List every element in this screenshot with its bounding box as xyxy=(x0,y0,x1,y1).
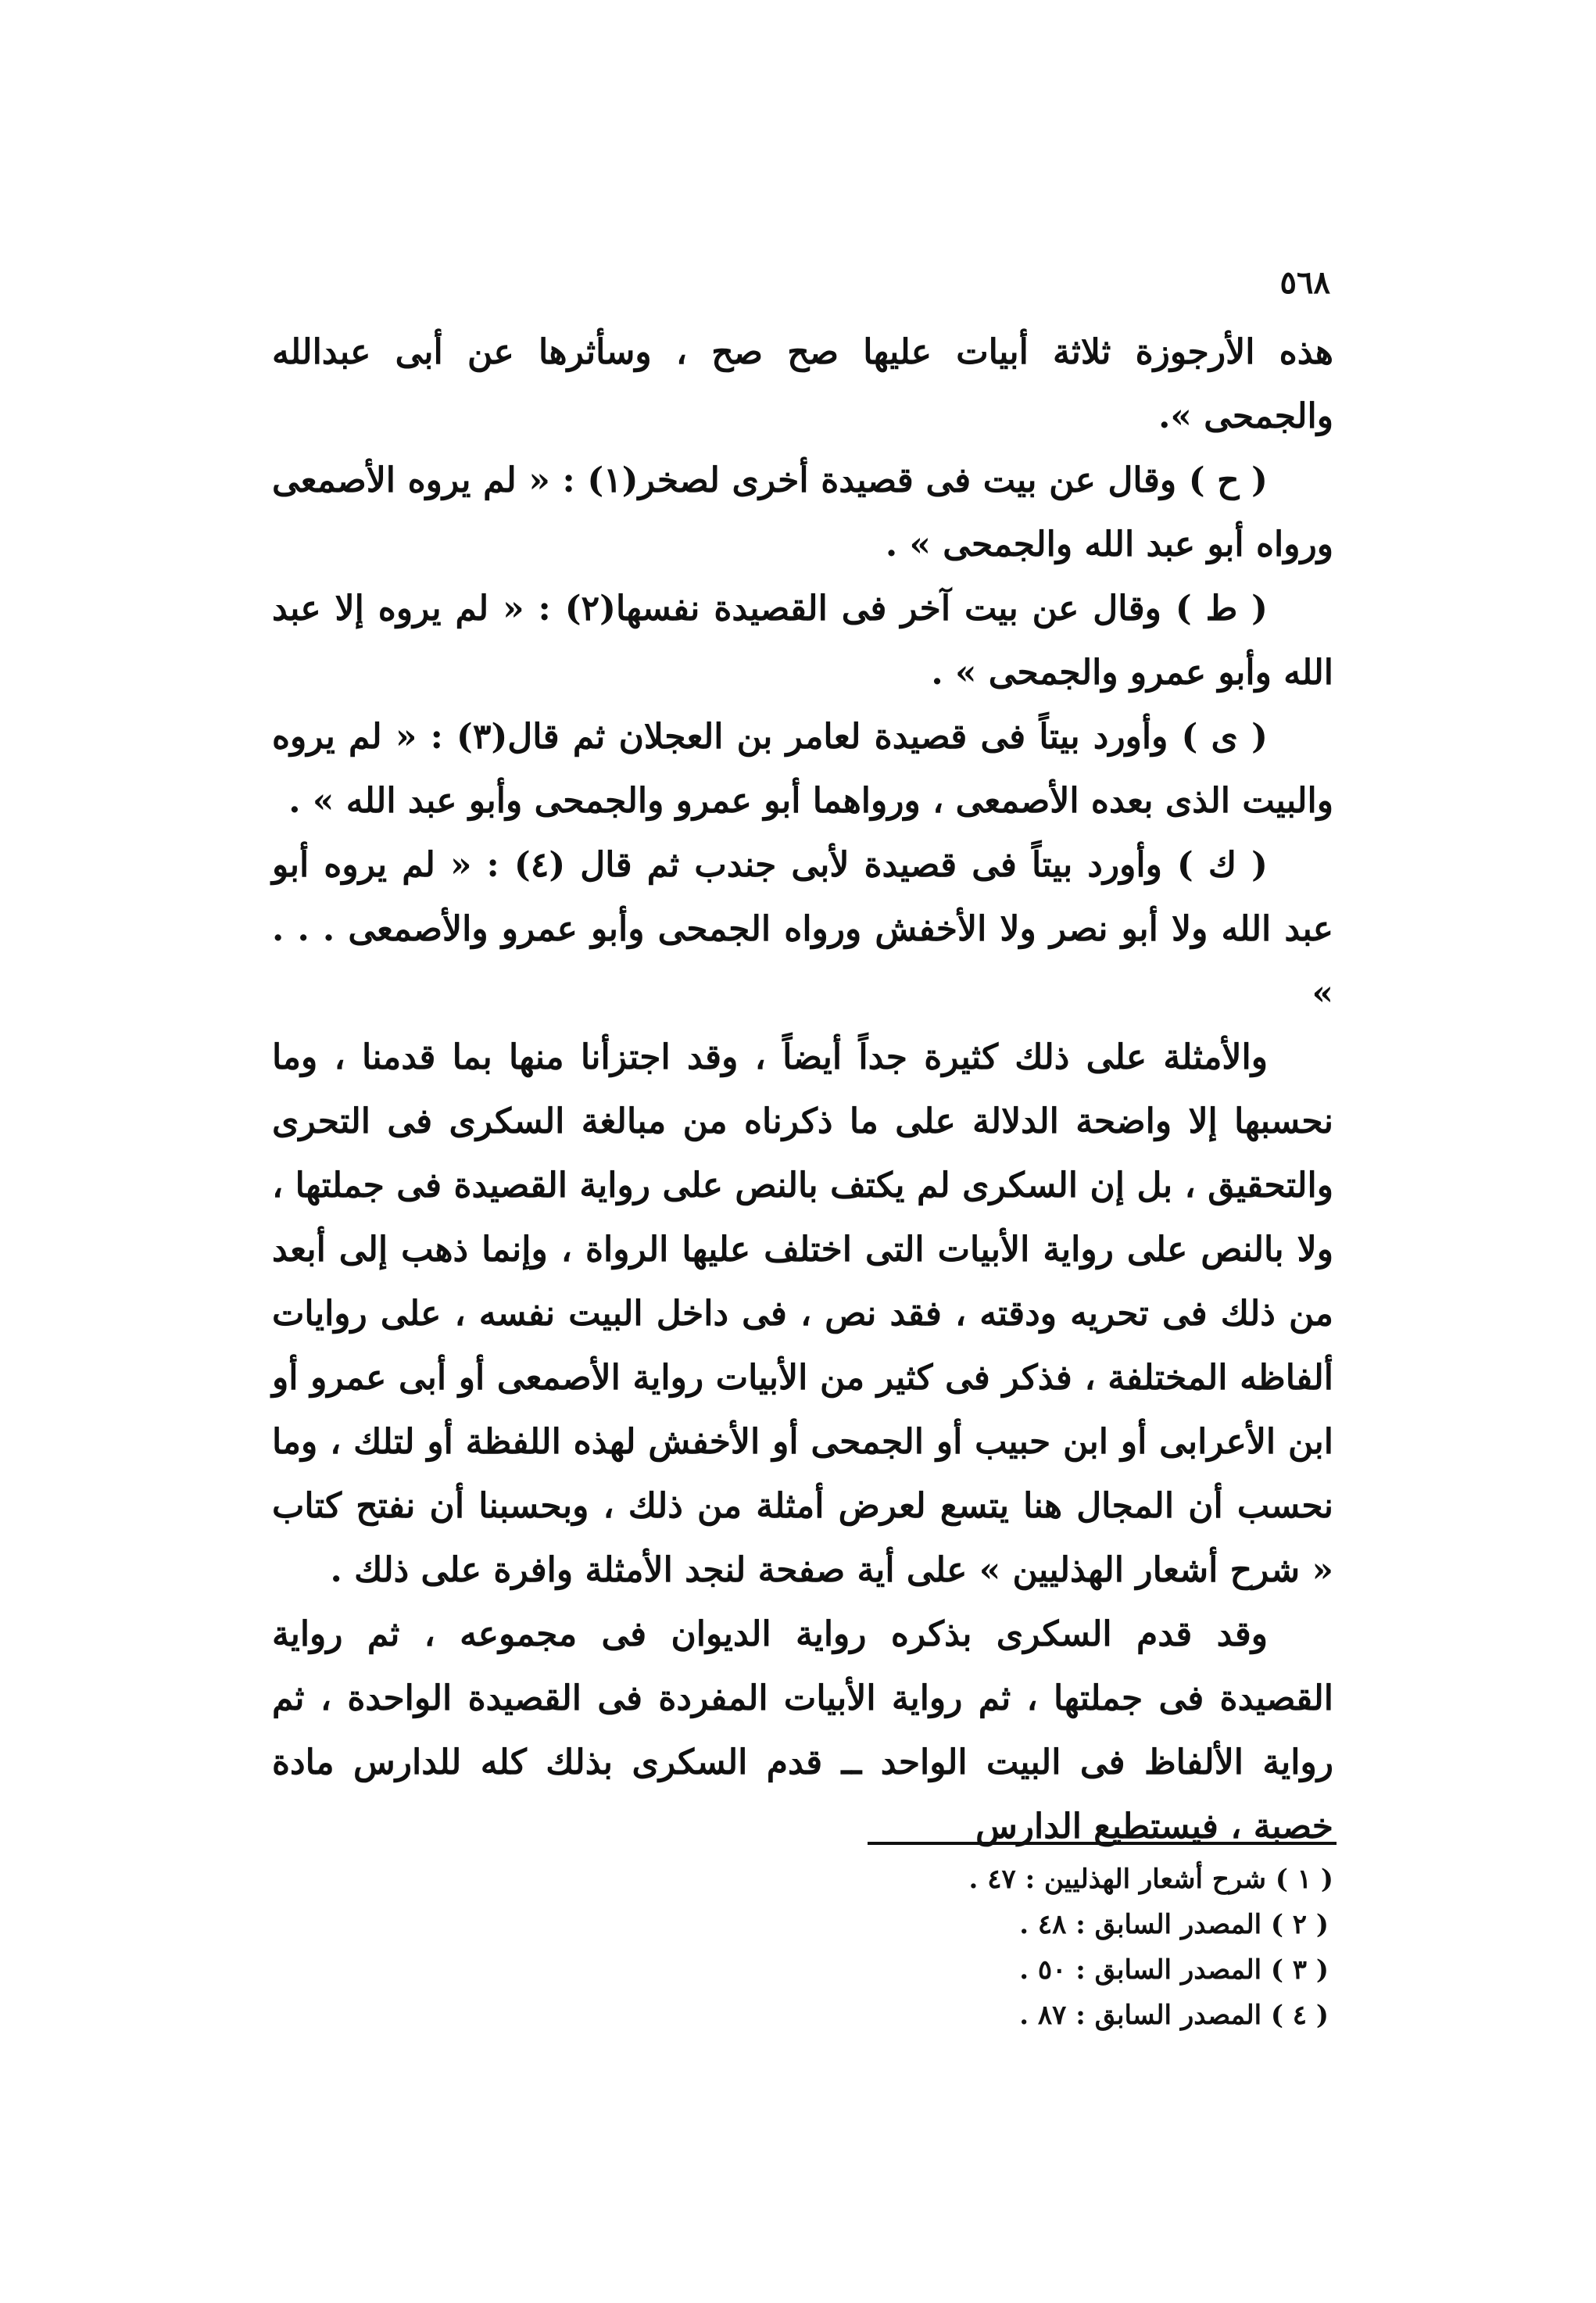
paragraph-conclusion: وقد قدم السكرى بذكره رواية الديوان فى مجموعه ، ثم رواية القصيدة فى جملتها ، ثم رواية الأبيات المفردة فى القصيدة الواحدة ، ثم رواية الألفاظ فى البيت الواحد ــ قدم السكرى بذلك كله للدارس مادة خصبة ، فيستطيع الدارس xyxy=(272,1614,1333,1846)
paragraph-item-ha: ( ح ) وقال عن بيت فى قصيدة أخرى لصخر(١) : « لم يروه الأصمعى ورواه أبو عبد الله والجمحى » . xyxy=(272,460,1333,564)
page-number: ٥٦٨ xyxy=(1279,264,1330,301)
paragraph-examples: والأمثلة على ذلك كثيرة جداً أيضاً ، وقد اجتزأنا منها بما قدمنا ، وما نحسبها إلا واضحة الدلالة على ما ذكرناه من مبالغة السكرى فى التحرى والتحقيق ، بل إن السكرى لم يكتف بالنص على رواية القصيدة فى جملتها ، ولا بالنص على رواية الأبيات التى اختلف عليها الرواة ، وإنما ذهب إلى أبعد من ذلك فى تحريه ودقته ، فقد نص ، فى داخل البيت نفسه ، على روايات ألفاظه المختلفة ، فذكر فى كثير من الأبيات رواية الأصمعى أو أبى عمرو أو ابن الأعرابى أو ابن حبيب أو الجمحى أو الأخفش لهذه اللفظة أو لتلك ، وما نحسب أن المجال هنا يتسع لعرض أمثلة من ذلك ، وبحسبنا أن نفتح كتاب « شرح أشعار الهذليين » على أية صفحة لنجد الأمثلة وافرة على ذلك . xyxy=(272,1037,1334,1590)
paragraph-intro: هذه الأرجوزة ثلاثة أبيات عليها صح صح ، وسأثرها عن أبى عبدالله والجمحى ». xyxy=(272,332,1333,436)
paragraph-item-kaf: ( ك ) وأورد بيتاً فى قصيدة لأبى جندب ثم قال (٤) : « لم يروه أبو عبد الله ولا أبو نصر ولا الأخفش ورواه الجمحى وأبو عمرو والأصمعى . . . » xyxy=(272,845,1333,1013)
paragraph-item-ta: ( ط ) وقال عن بيت آخر فى القصيدة نفسها(٢) : « لم يروه إلا عبد الله وأبو عمرو والجمحى » . xyxy=(272,589,1333,693)
footnote-1: ( ١ ) شرح أشعار الهذليين : ٤٧ . xyxy=(968,1864,1333,1895)
footnotes xyxy=(786,1857,1333,2038)
footnote-4: ( ٤ ) المصدر السابق : ٨٧ . xyxy=(1019,2000,1329,2031)
body-text xyxy=(272,321,1333,1859)
footnote-separator xyxy=(868,1842,1337,1845)
footnote-2: ( ٢ ) المصدر السابق : ٤٨ . xyxy=(1019,1909,1329,1940)
paragraph-item-ya: ( ى ) وأورد بيتاً فى قصيدة لعامر بن العجلان ثم قال(٣) : « لم يروه والبيت الذى بعده الأصمعى ، ورواهما أبو عمرو والجمحى وأبو عبد الله » . xyxy=(272,717,1333,821)
footnote-3: ( ٣ ) المصدر السابق : ٥٠ . xyxy=(1019,1954,1329,1986)
